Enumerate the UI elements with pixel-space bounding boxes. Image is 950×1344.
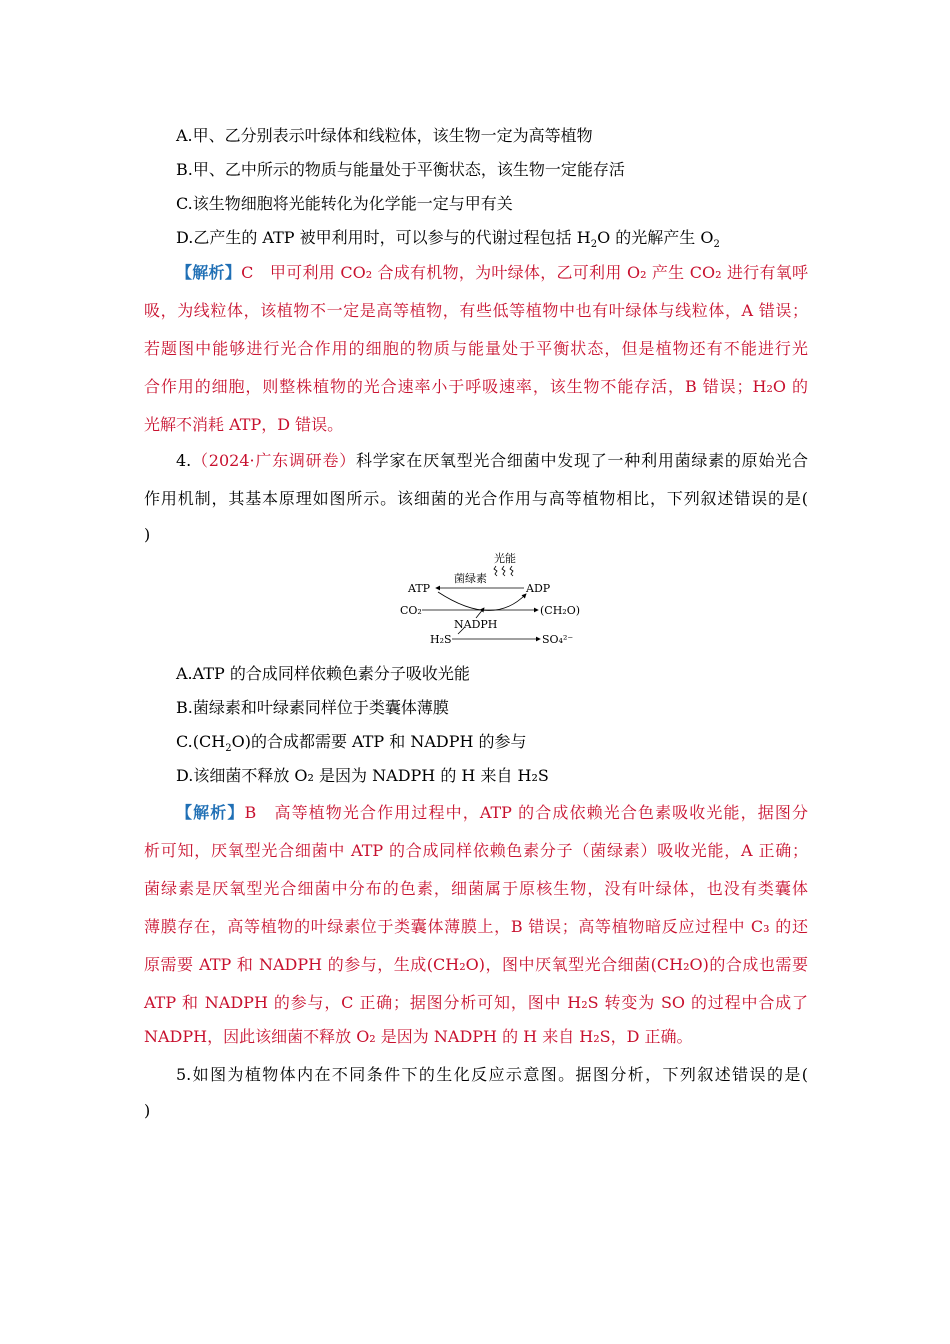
q4-stem-line-1: 4.（2024·广东调研卷）科学家在厌氧型光合细菌中发现了一种利用菌绿素的原始光合 xyxy=(176,451,808,470)
diagram-atp-label: ATP xyxy=(408,582,431,595)
diagram-so4-label: SO₄²⁻ xyxy=(542,633,574,646)
q4-stem-line-3: ) xyxy=(144,525,151,544)
photosynthesis-diagram xyxy=(398,548,588,648)
analysis-tag: 【解析】 xyxy=(176,263,242,282)
q4-analysis-line-2: 析可知，厌氧型光合细菌中 ATP 的合成同样依赖色素分子（菌绿素）吸收光能，A 正确； xyxy=(144,841,808,860)
q3-analysis-line-4: 合作用的细胞，则整株植物的光合速率小于呼吸速率，该生物不能存活，B 错误；H₂O 的 xyxy=(144,377,808,396)
q4-analysis-line-5: 原需要 ATP 和 NADPH 的参与，生成(CH₂O)，图中厌氧型光合细菌(CH₂O)的合成也需要 xyxy=(144,955,808,974)
q3-option-a: A.甲、乙分别表示叶绿体和线粒体，该生物一定为高等植物 xyxy=(176,126,593,145)
diagram-ch2o-label: (CH₂O) xyxy=(540,604,581,617)
q4-option-c: $C.(CH_2O)$的合成都需要 ATP 和 NADPH 的参与 xyxy=(176,732,527,755)
light-arrows-icon xyxy=(494,566,513,576)
q3-analysis-line-5: 光解不消耗 ATP，D 错误。 xyxy=(144,415,344,434)
q4-analysis-line-4: 薄膜存在，高等植物的叶绿素位于类囊体薄膜上，B 错误；高等植物暗反应过程中 C₃ 的还 xyxy=(144,917,808,936)
diagram-adp-label: ADP xyxy=(526,582,551,595)
q4-option-d: D.该细菌不释放 O₂ 是因为 NADPH 的 H 来自 H₂S xyxy=(176,766,549,785)
q4-option-a: A.ATP 的合成同样依赖色素分子吸收光能 xyxy=(176,664,470,683)
q4-source: （2024·广东调研卷） xyxy=(191,451,356,470)
q5-stem-line-2: ) xyxy=(144,1101,151,1120)
q4-analysis-line-7: NADPH，因此该细菌不释放 O₂ 是因为 NADPH 的 H 来自 H₂S，D 正确。 xyxy=(144,1027,693,1046)
q4-analysis-line-6: ATP 和 NADPH 的参与，C 正确；据图分析可知，图中 H₂S 转变为 SO 的过程中合成了 xyxy=(144,993,808,1012)
analysis-tag: 【解析】 xyxy=(176,803,245,822)
q3-option-d: D.乙产生的 ATP 被甲利用时，可以参与的代谢过程包括 $H_2O$ 的光解产生 $O_2$ xyxy=(176,228,720,251)
diagram-light-label: 光能 xyxy=(494,552,516,565)
q3-option-c: C.该生物细胞将光能转化为化学能一定与甲有关 xyxy=(176,194,513,213)
diagram-nadph-label: NADPH xyxy=(454,618,498,631)
q3-analysis-line-1: 【解析】C 甲可利用 CO₂ 合成有机物，为叶绿体，乙可利用 O₂ 产生 CO₂ 进行有氧呼 xyxy=(176,263,808,282)
diagram-h2s-label: H₂S xyxy=(430,633,452,646)
q3-analysis-line-3: 若题图中能够进行光合作用的细胞的物质与能量处于平衡状态，但是植物还有不能进行光 xyxy=(144,339,808,358)
diagram-pigment-label: 菌绿素 xyxy=(454,572,487,585)
atp-cycle-arrow xyxy=(438,592,526,611)
q4-option-b: B.菌绿素和叶绿素同样位于类囊体薄膜 xyxy=(176,698,449,717)
q4-stem-line-2: 作用机制，其基本原理如图所示。该细菌的光合作用与高等植物相比，下列叙述错误的是( xyxy=(144,489,808,508)
q3-option-b: B.甲、乙中所示的物质与能量处于平衡状态，该生物一定能存活 xyxy=(176,160,625,179)
q4-analysis-line-3: 菌绿素是厌氧型光合细菌中分布的色素，细菌属于原核生物，没有叶绿体，也没有类囊体 xyxy=(144,879,808,898)
q4-analysis-line-1: 【解析】B 高等植物光合作用过程中，ATP 的合成依赖光合色素吸收光能，据图分 xyxy=(176,803,808,822)
q5-stem-line-1: 5.如图为植物体内在不同条件下的生化反应示意图。据图分析，下列叙述错误的是( xyxy=(176,1065,808,1084)
diagram-co2-label: CO₂ xyxy=(400,604,422,617)
q3-analysis-line-2: 吸，为线粒体，该植物不一定是高等植物，有些低等植物中也有叶绿体与线粒体，A 错误； xyxy=(144,301,808,320)
